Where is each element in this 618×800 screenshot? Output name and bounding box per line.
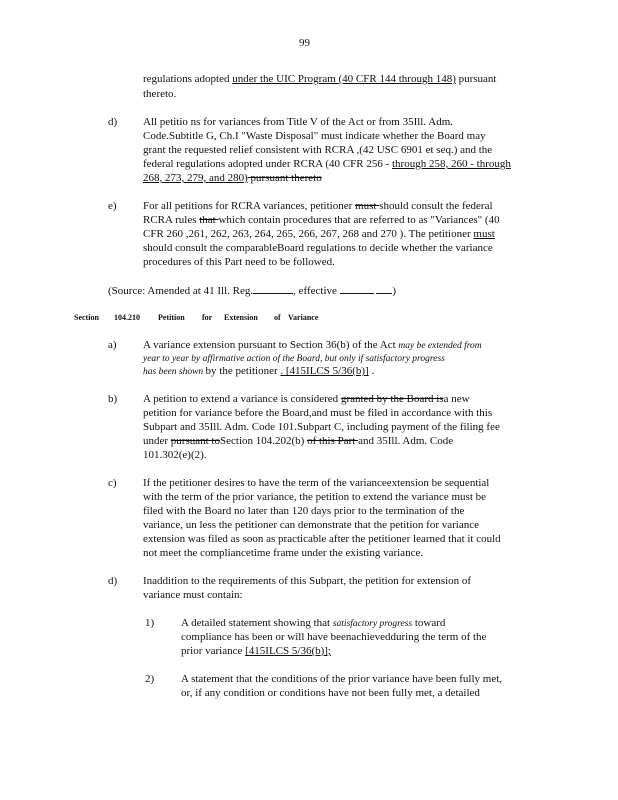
section-title-word-2: for: [202, 313, 213, 322]
para-e-line-3: CFR 260 ,261, 262, 263, 264, 265, 266, 267, 268 and 270 ). The petitioner must: [143, 228, 495, 240]
sec-a-line-3: has been shown by the petitioner . [415ILCS 5/36(b)] .: [143, 365, 375, 377]
sec-c-line-1: If the petitioner desires to have the term of the varianceextension be sequential: [143, 477, 490, 489]
para-e-line-1: For all petitions for RCRA variances, petitioner must should consult the federal: [143, 200, 493, 212]
para-e-line-5: procedures of this Part need to be followed.: [143, 256, 335, 268]
sec-b-line-4: under pursuant toSection 104.202(b) of this Part and 35Ill. Adm. Code: [143, 435, 454, 447]
section-word: Section: [74, 313, 99, 322]
sec-a-line-2: year to year by affirmative action of the Board, but only if satisfactory progress: [143, 354, 445, 364]
para-d-line-2: Code.Subtitle G, Ch.I "Waste Disposal" must indicate whether the Board may: [143, 130, 486, 142]
section-title-word-3: Extension: [224, 313, 258, 322]
sec-d-line-1: Inaddition to the requirements of this Subpart, the petition for extension of: [143, 575, 472, 587]
sec-d-label: d): [108, 575, 118, 587]
page-number: 99: [299, 37, 310, 49]
sub-2-line-2: or, if any condition or conditions have not been fully met, a detailed: [181, 687, 480, 699]
sec-c-line-4: variance, un less the petitioner can demonstrate that the petition for variance: [143, 519, 479, 531]
sub-1-line-1: A detailed statement showing that satisfactory progress toward: [181, 617, 446, 629]
sec-a-label: a): [108, 339, 117, 351]
section-title-word-5: Variance: [288, 313, 319, 322]
sec-b-label: b): [108, 393, 118, 405]
sub-1-line-2: compliance has been or will have beenachievedduring the term of the: [181, 631, 487, 643]
para-d-line-3: grant the requested relief consistent with RCRA ,(42 USC 6901 et seq.) and the: [143, 144, 493, 156]
sec-b-line-2: petition for variance before the Board,and must be filed in accordance with this: [143, 407, 493, 419]
sec-a-line-1: A variance extension pursuant to Section 36(b) of the Act may be extended from: [143, 339, 482, 351]
sec-b-line-3: Subpart and 35Ill. Adm. Code 101.Subpart C, including payment of the filing fee: [143, 421, 500, 433]
sec-c-line-5: extension was filed as soon as practicable after the petitioner learned that it could: [143, 533, 501, 545]
section-number: 104.210: [114, 313, 140, 322]
section-title-word-1: Petition: [158, 313, 185, 322]
sec-c-line-6: not meet the compliancetime frame under the existing variance.: [143, 547, 424, 559]
para-e-line-2: RCRA rules that which contain procedures that are referred to as "Variances" (40: [143, 214, 500, 226]
register-blank: [253, 284, 293, 294]
sec-c-line-3: filed with the Board no later than 120 days prior to the termination of the: [143, 505, 465, 517]
sec-c-label: c): [108, 477, 117, 489]
section-title-word-4: of: [274, 313, 281, 322]
para-e-line-4: should consult the comparableBoard regulations to decide whether the variance: [143, 242, 493, 254]
para-d-line-1: All petitio ns for variances from Title V of the Act or from 35Ill. Adm.: [143, 116, 454, 128]
page-blank: [376, 284, 392, 294]
para-d-line-5: 268, 273, 279, and 280) pursuant thereto: [143, 172, 322, 184]
sec-b-line-1: A petition to extend a variance is considered granted by the Board isa new: [143, 393, 470, 405]
sec-c-line-2: with the term of the prior variance, the petition to extend the variance must be: [143, 491, 487, 503]
sec-b-line-5: 101.302(e)(2).: [143, 449, 207, 461]
sub-1-label: 1): [145, 617, 155, 629]
source-note: (Source: Amended at 41 Ill. Reg. , effective ): [108, 285, 397, 297]
para-d-label: d): [108, 116, 118, 128]
sub-1-line-3: prior variance [415ILCS 5/36(b)];: [181, 645, 331, 657]
para-c-line-2: thereto.: [143, 88, 177, 100]
sub-2-line-1: A statement that the conditions of the prior variance have been fully met,: [181, 673, 503, 685]
para-d-line-4: federal regulations adopted under RCRA (40 CFR 256 - through 258, 260 - through: [143, 158, 511, 170]
date-blank: [340, 284, 374, 294]
sec-d-line-2: variance must contain:: [143, 589, 243, 601]
para-e-label: e): [108, 200, 117, 212]
sub-2-label: 2): [145, 673, 155, 685]
para-c-line-1: regulations adopted under the UIC Program (40 CFR 144 through 148) pursuant: [143, 73, 497, 85]
